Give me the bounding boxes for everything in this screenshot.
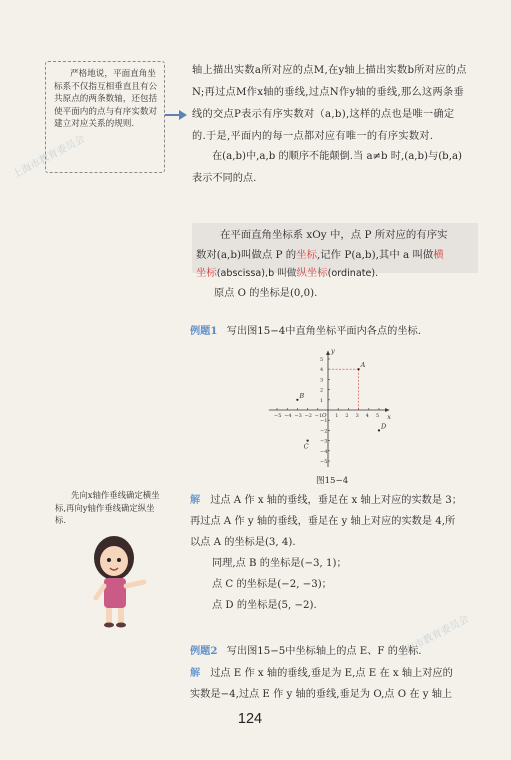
term-abscissa-part: 横 [433, 249, 444, 261]
definition-text [196, 226, 478, 283]
definition-text-span: ,记作 P(a,b),其中 a 叫做 [316, 249, 434, 261]
x-tick-label: −2 [304, 413, 312, 419]
origin-line: 原点 O 的坐标是(0,0). [214, 288, 318, 299]
cartoon-girl-illustration [84, 528, 154, 628]
example-1-text: 写出图15−4中直角坐标平面内各点的坐标. [226, 326, 421, 337]
y-tick-label: −4 [320, 448, 328, 455]
term-ordinate: 纵坐标 [296, 267, 328, 279]
origin-label: O [322, 413, 327, 419]
y-tick-label: 1 [320, 397, 324, 404]
y-tick-label: −5 [320, 459, 328, 465]
definition-line: 在平面直角坐标系 xOy 中，点 P 所对应的有序实 [220, 229, 448, 241]
text-line: 表示不同的点. [192, 173, 257, 184]
example-2 [190, 642, 422, 661]
point-label-c: C [303, 442, 309, 451]
arrow-right-icon [165, 108, 187, 122]
watermark-right: 上海市教育委员会 [395, 613, 471, 661]
example-1 [190, 322, 421, 341]
x-axis-arrow [385, 408, 389, 412]
x-tick-label: 3 [355, 413, 359, 419]
x-tick-label: 5 [376, 413, 380, 419]
point-c [307, 440, 309, 442]
point-b [296, 399, 298, 401]
y-axis-label: y [331, 348, 335, 355]
example-2-tag: 例题2 [190, 645, 218, 657]
y-tick-label: 3 [320, 377, 324, 384]
y-tick-label: −2 [320, 428, 328, 435]
x-tick-label: 1 [335, 413, 339, 419]
solution-1 [190, 491, 484, 615]
text-line: 线的交点P表示有序实数对（a,b),这样的点也是唯一确定 [192, 109, 455, 120]
point-d [378, 429, 380, 431]
margin-note-text: 严格地说，平面直角坐标系不仅指互相垂直且有公共原点的两条数轴，还包括使平面内的点与有序实数对建立对应关系的规则. [54, 69, 158, 130]
text-line: 点 C 的坐标是(−2, −3)； [212, 579, 332, 590]
text-line: 再过点 A 作 y 轴的垂线，垂足在 y 轴上对应的实数是 4,所 [190, 516, 456, 527]
x-tick-label: −5 [274, 413, 282, 419]
y-tick-label: 4 [320, 367, 324, 374]
definition-text-span: 数对(a,b)叫做点 P 的 [196, 249, 297, 261]
coordinate-figure [250, 348, 400, 468]
example-1-tag: 例题1 [190, 325, 218, 337]
y-tick-label: −1 [320, 418, 328, 425]
margin-note-box [45, 61, 165, 173]
text-line: 点 D 的坐标是(5, −2). [212, 600, 317, 611]
x-tick-label: −1 [314, 413, 323, 419]
margin-note-2: 先向x轴作垂线确定横坐标,再向y轴作垂线确定纵坐标. [55, 490, 160, 525]
x-tick-label: −3 [294, 413, 302, 419]
solution-2-tag: 解 [190, 667, 201, 679]
text-line: N;再过点M作x轴的垂线,过点N作y轴的垂线,那么这两条垂 [192, 87, 464, 98]
y-tick-label: 2 [320, 387, 324, 394]
point-a [358, 368, 360, 370]
text-line: 过点 A 作 x 轴的垂线，垂足在 x 轴上对应的实数是 3； [210, 495, 462, 506]
paragraph-1 [192, 62, 482, 146]
solution-2 [190, 664, 484, 704]
watermark-left: 上海市教育委员会 [11, 133, 87, 181]
point-label-a: A [360, 361, 366, 370]
text-line: 以点 A 的坐标是(3, 4). [190, 537, 296, 548]
definition-text-span: (abscissa),b 叫做 [216, 268, 297, 279]
y-tick-label: 5 [320, 357, 324, 363]
page-number: 124 [237, 711, 263, 727]
text-line: 在(a,b)中,a,b 的顺序不能颠倒.当 a≠b 时,(a,b)与(b,a) [212, 151, 462, 162]
definition-text-span: (ordinate). [327, 268, 379, 279]
solution-1-tag: 解 [190, 494, 201, 506]
paragraph-2 [192, 148, 482, 188]
y-tick-label: −3 [320, 438, 328, 445]
y-axis-arrow [326, 351, 330, 355]
example-2-text: 写出图15−5中坐标轴上的点 E、F 的坐标. [226, 646, 422, 657]
text-line: 的.于是,平面内的每一点都对应有唯一的有序实数对. [192, 131, 434, 142]
x-tick-label: −4 [284, 413, 292, 419]
text-line: 同理,点 B 的坐标是(−3, 1)； [212, 558, 347, 569]
x-tick-label: 2 [345, 413, 349, 419]
term-abscissa-part: 坐标 [196, 267, 217, 279]
term-coordinate: 坐标 [296, 249, 317, 261]
text-line: 轴上描出实数a所对应的点M,在y轴上描出实数b所对应的点 [192, 65, 467, 76]
text-line: 实数是−4,过点 E 作 y 轴的垂线,垂足为 O,点 O 在 y 轴上 [190, 689, 453, 700]
figure-caption: 图15−4 [316, 476, 349, 486]
x-tick-label: 4 [365, 413, 369, 419]
point-label-b: B [299, 391, 305, 400]
text-line: 过点 E 作 x 轴的垂线,垂足为 E,点 E 在 x 轴上对应的 [210, 668, 453, 679]
x-axis-label: x [387, 413, 391, 421]
point-label-d: D [381, 422, 387, 431]
